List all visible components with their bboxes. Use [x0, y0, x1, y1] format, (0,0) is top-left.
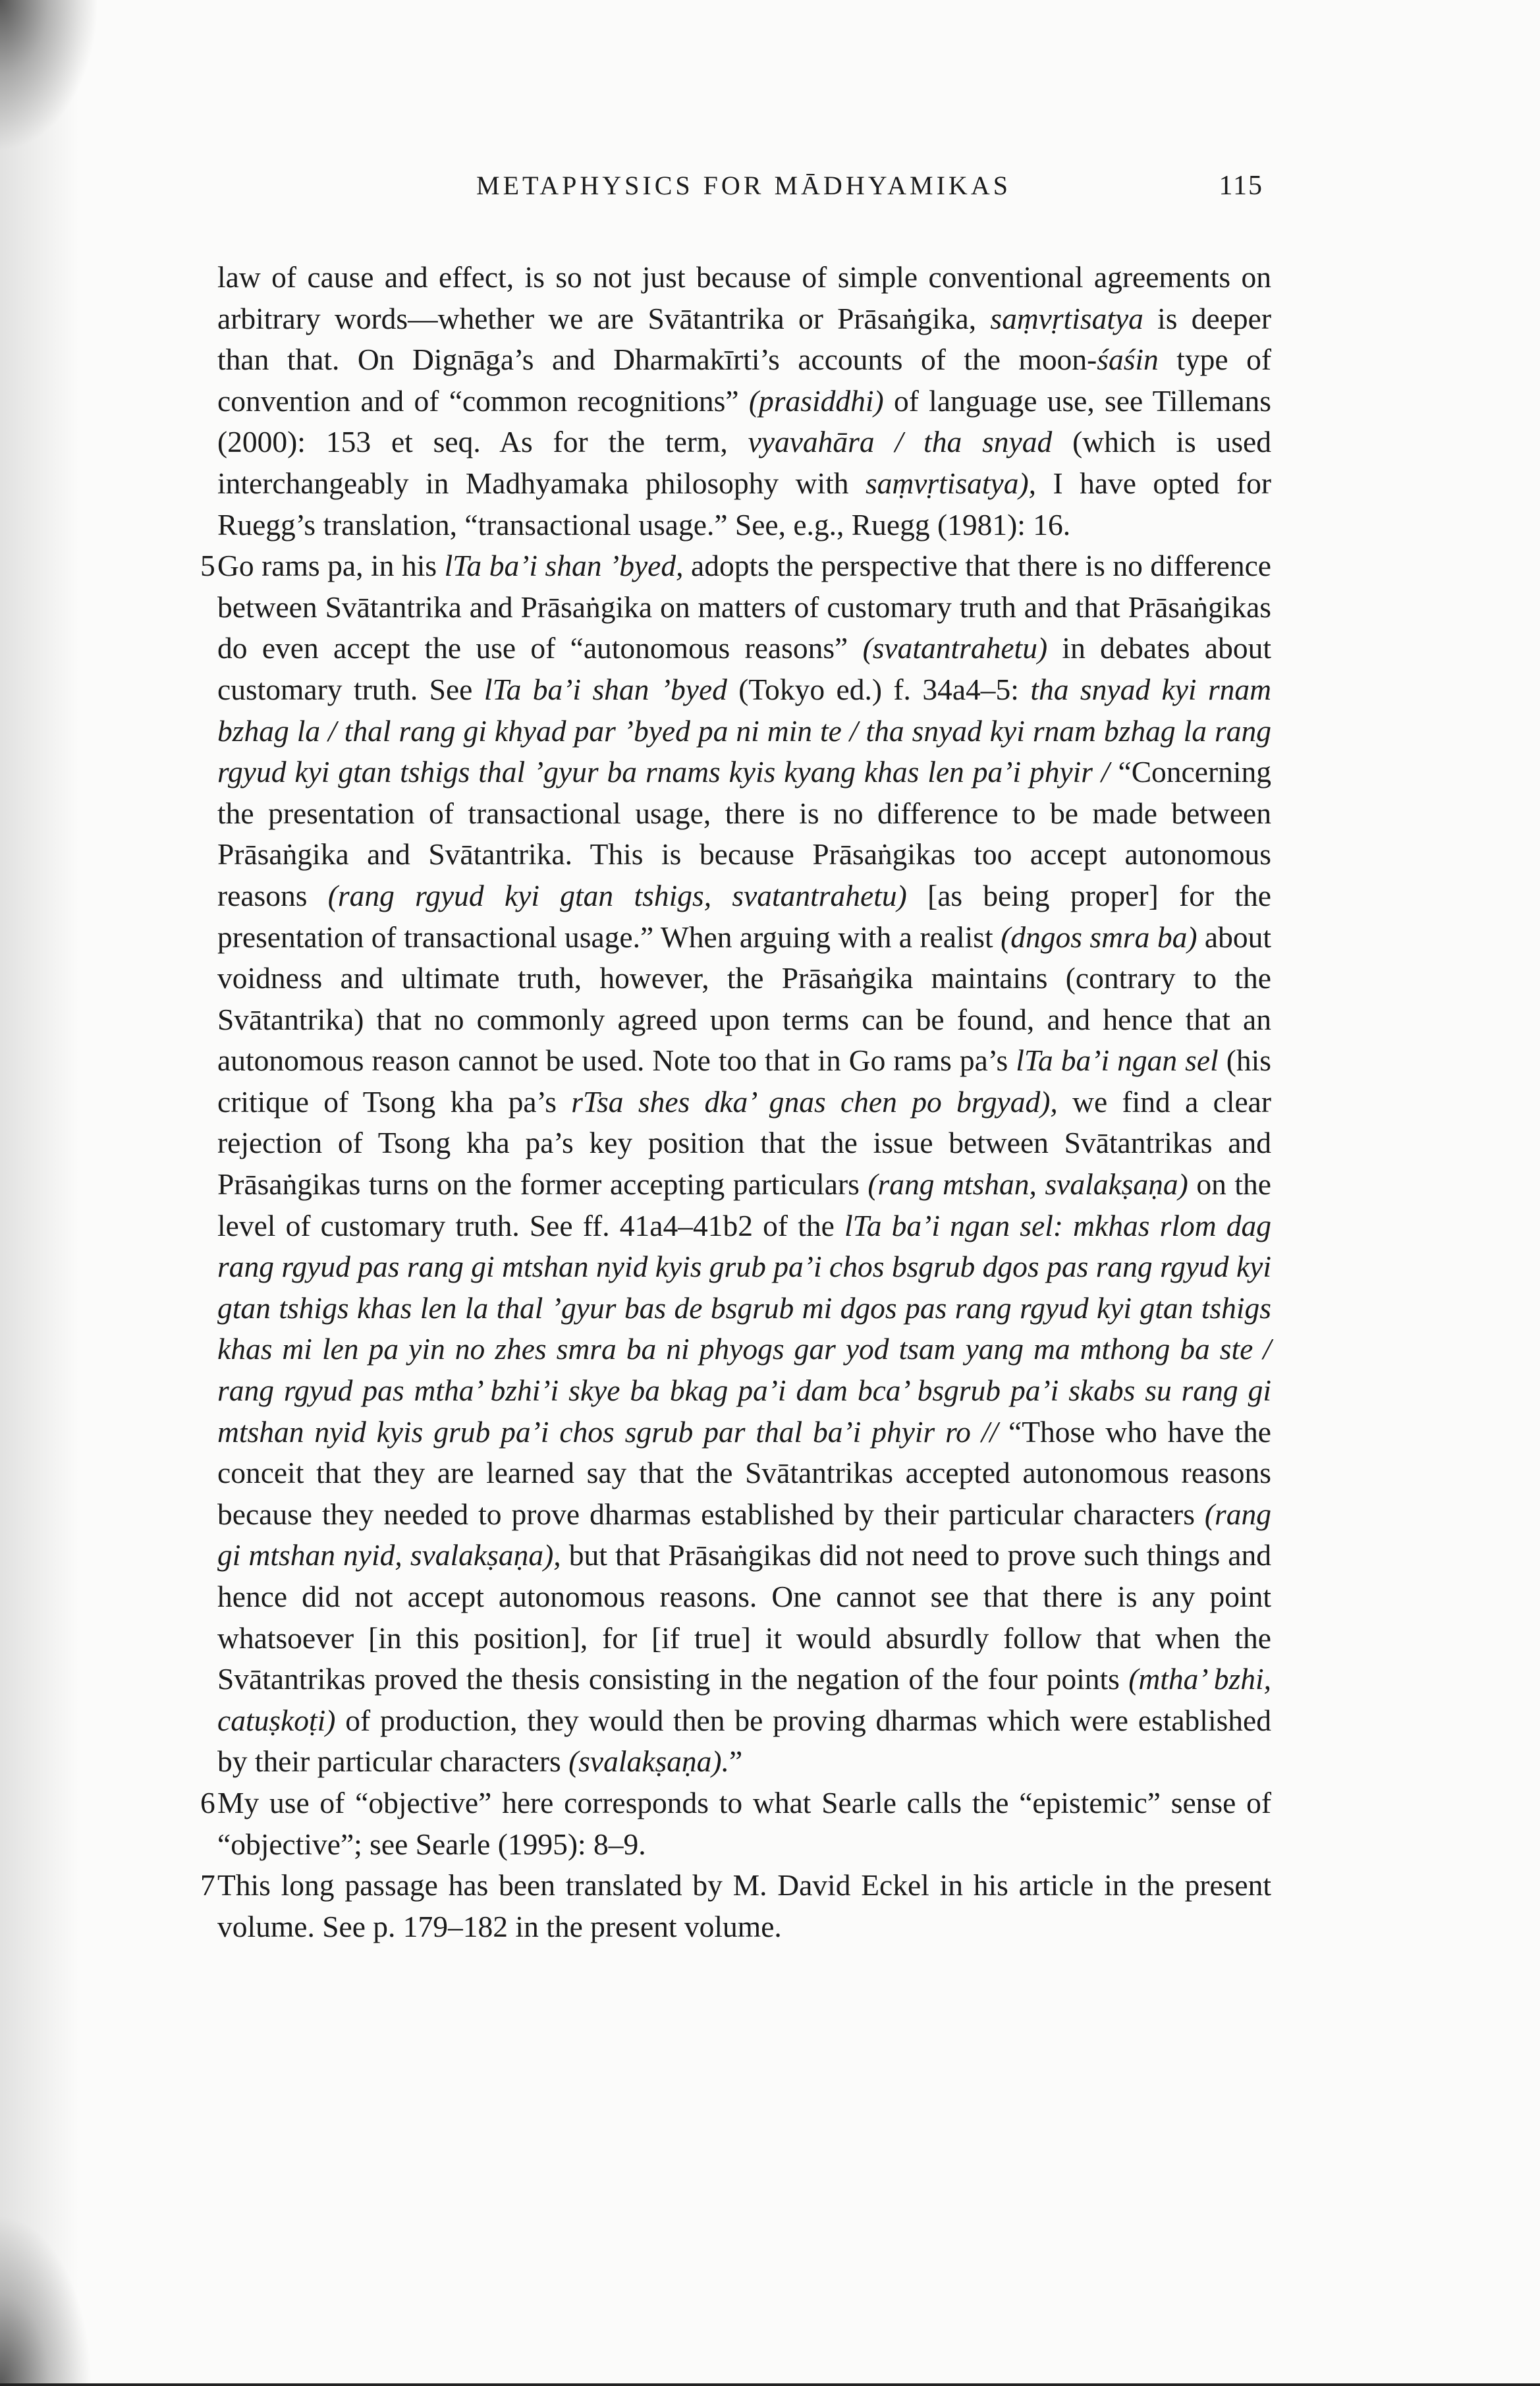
italic-term: lTa ba’i shan ’byed — [483, 672, 727, 706]
italic-term: (rang mtshan, svalakṣaṇa) — [867, 1167, 1188, 1202]
note-text: Go rams pa, in his — [217, 549, 445, 583]
italic-term: (svatantrahetu) — [862, 631, 1048, 665]
scan-shadow-left — [0, 0, 79, 2386]
note-text: of language use, see Tillemans (2000): 153 et seq. As for the term, — [217, 383, 1271, 459]
italic-term: tha snyad kyi rnam bzhag la / thal rang gi khyad par ’byed pa ni min te / tha snyad kyi rnam bzhag la rang rgyud kyi gtan tshigs thal ’gyur ba rnams kyis kyang khas len pa’i phyir / — [217, 672, 1272, 789]
endnotes — [200, 257, 1272, 1947]
running-title: METAPHYSICS FOR MĀDHYAMIKAS — [476, 171, 1011, 200]
italic-term: saṃvṛtisatya), — [865, 466, 1037, 500]
note-text: (his critique of Tsong kha pa’s — [217, 1043, 1272, 1119]
note-text: law of cause and effect, is so not just because of simple conventional agreements on arbitrary words—whether we are Svātantrika or Prāsaṅgika, — [217, 260, 1271, 335]
note-text: adopts the perspective that there is no difference between Svātantrika and Prāsaṅgika on matters of customary truth and that Prāsaṅgikas do even accept the use of “autonomous reasons” — [217, 549, 1271, 665]
note-text: in debates about customary truth. See — [217, 631, 1271, 706]
note-text: “Concerning the presentation of transactional usage, there is no difference to be made between Prāsaṅgika and Svātantrika. This is because Prāsaṅgikas too accept autonomous reasons — [217, 755, 1271, 912]
italic-term: śaśin — [1097, 343, 1159, 377]
scan-bottom-edge — [0, 2383, 1540, 2386]
note-text: This long passage has been translated by M. David Eckel in his article in the present volume. See p. 179–182 in the present volume. — [217, 1868, 1271, 1943]
endnote-continuation — [217, 257, 1271, 545]
note-text: (Tokyo ed.) f. 34a4–5: — [727, 672, 1031, 706]
note-text: is deeper than that. On Dignāga’s and Dharmakīrti’s accounts of the moon- — [217, 301, 1271, 377]
italic-term: saṃvṛtisatya — [990, 301, 1143, 335]
italic-term: (svalakṣaṇa). — [568, 1744, 729, 1779]
scan-shadow-top-left — [0, 0, 99, 152]
note-text: on the level of customary truth. See ff. 41a4–41b2 of the — [217, 1167, 1271, 1242]
italic-term: (rang rgyud kyi gtan tshigs, svatantrahetu) — [327, 878, 907, 912]
note-text: we find a clear rejection of Tsong kha pa’s key position that the issue between Svātantrikas and Prāsaṅgikas turns on the former accepting particulars — [217, 1084, 1271, 1202]
note-text: but that Prāsaṅgikas did not need to prove such things and hence did not accept autonomous reasons. One cannot see that there is any point whatsoever [in this position], for [if true] it would absurdly follow that when the Svātantrikas proved the thesis consisting in the negation of the four points — [217, 1538, 1271, 1696]
note-text: (which is used interchangeably in Madhyamaka philosophy with — [217, 425, 1271, 500]
italic-term: (dngos smra ba) — [1001, 920, 1197, 954]
note-text: ” — [729, 1744, 743, 1779]
endnote-number: 6 — [200, 1785, 215, 1819]
note-text: about voidness and ultimate truth, however, the Prāsaṅgika maintains (contrary to the Svātantrika) that no commonly agreed upon terms can be found, and hence that an autonomous reason cannot be used. Note too that in Go rams pa’s — [217, 920, 1271, 1078]
endnote-5 — [200, 545, 1272, 1783]
note-text: My use of “objective” here corresponds to what Searle calls the “epistemic” sense of “objective”; see Searle (1995): 8–9. — [217, 1785, 1271, 1861]
page-number: 115 — [1219, 171, 1263, 201]
note-text: of production, they would then be proving dharmas which were established by their particular characters — [217, 1703, 1271, 1779]
italic-term: lTa ba’i shan ’byed, — [444, 549, 684, 583]
scan-shadow-bottom-left — [0, 2215, 92, 2386]
italic-term: lTa ba’i ngan sel — [1016, 1043, 1219, 1078]
endnote-number: 7 — [200, 1868, 215, 1902]
running-head — [224, 170, 1263, 209]
italic-term: (rang gi mtshan nyid, svalakṣaṇa), — [217, 1497, 1271, 1572]
endnote-7 — [200, 1865, 1271, 1947]
note-text: type of convention and of “common recognitions” — [217, 343, 1271, 418]
note-text: “Those who have the conceit that they are learned say that the Svātantrikas accepted autonomous reasons because they needed to prove dharmas established by their particular characters — [217, 1414, 1271, 1531]
italic-term: (mtha’ bzhi, catuṣkoṭi) — [217, 1662, 1272, 1737]
endnote-number: 5 — [200, 549, 215, 583]
endnote-6 — [200, 1783, 1271, 1865]
italic-term: vyavahāra / tha snyad — [748, 425, 1053, 459]
italic-term: lTa ba’i ngan sel: mkhas rlom dag rang rgyud pas rang gi mtshan nyid kyis grub pa’i chos bsgrub dgos pas rang rgyud kyi gtan tshigs khas len la thal ’gyur bas de bsgrub mi dgos pas rang rgyud kyi gtan tshigs khas mi len pa yin no zhes smra ba ni phyogs gar yod tsam yang ma mthong ba ste / rang rgyud pas mtha’ bzhi’i skye ba bkag pa’i dam bca’ bsgrub pa’i skabs su rang gi mtshan nyid kyis grub pa’i chos sgrub par thal ba’i phyir ro // — [217, 1208, 1271, 1449]
note-text: [as being proper] for the presentation of transactional usage.” When arguing with a realist — [217, 878, 1271, 954]
italic-term: (prasiddhi) — [748, 383, 884, 418]
note-text: I have opted for Ruegg’s translation, “transactional usage.” See, e.g., Ruegg (1981): 16. — [217, 466, 1272, 541]
italic-term: rTsa shes dka’ gnas chen po brgyad), — [571, 1084, 1058, 1119]
